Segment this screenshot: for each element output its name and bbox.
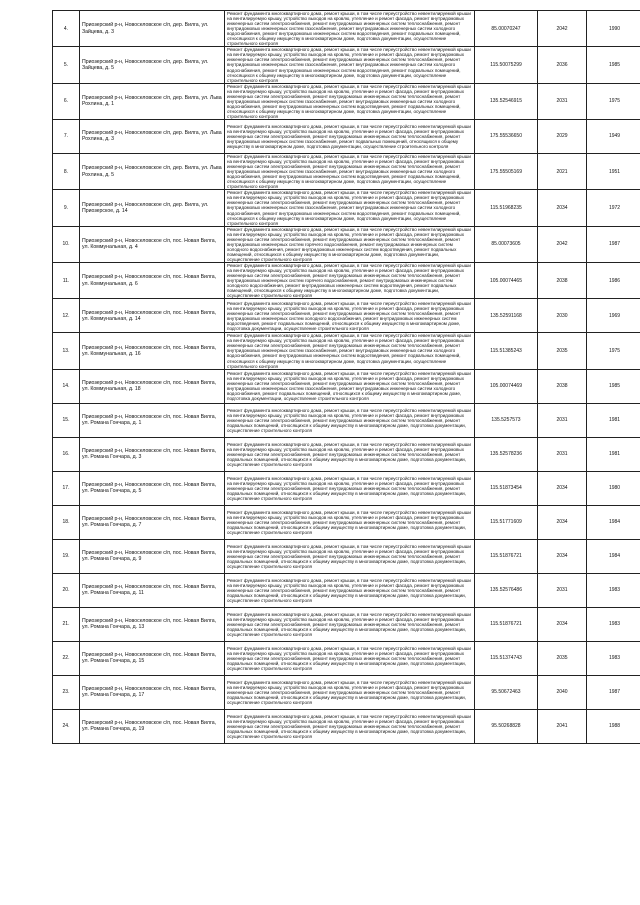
build-year-cell: 1983: [587, 607, 640, 641]
planned-year-cell: 2038: [538, 369, 587, 403]
address-cell: Приозерский р-н, Новоселовское с/п, пос. Новая Вилга, ул. Коммунальная, д. 4: [80, 226, 225, 262]
build-year-cell: 1984: [587, 539, 640, 573]
address-cell: Приозерский р-н, Новоселовское с/п, пос. Новая Вилга, ул. Романа Гончара, д. 1: [80, 403, 225, 437]
table-row: [53, 675, 640, 709]
address-cell: Приозерский р-н, Новоселовское с/п, пос. Новая Вилга, ул. Коммунальная, д. 14: [80, 299, 225, 333]
build-year-cell: 1975: [587, 83, 640, 119]
work-description-cell: Ремонт фундамента многоквартирного дома, ремонт крыши, в том числе переустройство невентилируемой крыши на вентилируемую крышу, устройство выходов на кровлю, утепление и ремонт фасада, ремонт внутридомовых инженерных систем электроснабжения, ремонт внутридомовых инженерных систем теплоснабжения, ремонт подвальных помещений, относящихся к общему имуществу в многоквартирном доме, подготовка документации, осуществление строительного контроля: [225, 403, 475, 437]
work-description-cell: Ремонт фундамента многоквартирного дома, ремонт крыши, в том числе переустройство невентилируемой крыши на вентилируемую крышу, устройство выходов на кровлю, утепление и ремонт фасада, ремонт внутридомовых инженерных систем электроснабжения, ремонт внутридомовых инженерных систем теплоснабжения, ремонт подвальных помещений, относящихся к общему имуществу в многоквартирном доме, подготовка документации, осуществление строительного контроля: [225, 471, 475, 505]
cost-cell: 115.51968235: [475, 190, 538, 226]
address-cell: Приозерский р-н, Новоселовское с/п, пос. Новая Вилга, ул. Коммунальная, д. 6: [80, 262, 225, 298]
work-description-cell: Ремонт фундамента многоквартирного дома, ремонт крыши, в том числе переустройство невентилируемой крыши на вентилируемую крышу, устройство выходов на кровлю, утепление и ремонт фасада, ремонт внутридомовых инженерных систем электроснабжения, ремонт внутридомовых инженерных систем теплоснабжения, ремонт внутридомовых инженерных систем газоснабжения, ремонт подвальных помещений, относящихся к общему имуществу в многоквартирном доме, подготовка документации, осуществление строительного контроля: [225, 119, 475, 153]
row-number-cell: 19.: [53, 539, 80, 573]
table-row: [53, 709, 640, 743]
table-row: [53, 403, 640, 437]
cost-cell: 135.52578236: [475, 437, 538, 471]
planned-year-cell: 2034: [538, 471, 587, 505]
planned-year-cell: 2029: [538, 119, 587, 153]
table-row: [53, 641, 640, 675]
table-row: [53, 299, 640, 333]
planned-year-cell: 2036: [538, 47, 587, 83]
table-body: [53, 11, 640, 744]
work-description-cell: Ремонт фундамента многоквартирного дома, ремонт крыши, в том числе переустройство невентилируемой крыши на вентилируемую крышу, устройство выходов на кровлю, утепление и ремонт фасада, ремонт внутридомовых инженерных систем электроснабжения, ремонт внутридомовых инженерных систем теплоснабжения, ремонт подвальных помещений, относящихся к общему имуществу в многоквартирном доме, подготовка документации, осуществление строительного контроля: [225, 573, 475, 607]
address-cell: Приозерский р-н, Новоселовское с/п, дер. Вилга, ул. Льва Рохлина, д. 5: [80, 153, 225, 189]
address-cell: Приозерский р-н, Новоселовское с/п, пос. Новая Вилга, ул. Коммунальная, д. 16: [80, 333, 225, 369]
table-row: [53, 333, 640, 369]
address-cell: Приозерский р-н, Новоселовское с/п, пос. Новая Вилга, ул. Романа Гончара, д. 5: [80, 471, 225, 505]
planned-year-cell: 2031: [538, 437, 587, 471]
build-year-cell: 1980: [587, 471, 640, 505]
work-description-cell: Ремонт фундамента многоквартирного дома, ремонт крыши, в том числе переустройство невентилируемой крыши на вентилируемую крышу, устройство выходов на кровлю, утепление и ремонт фасада, ремонт внутридомовых инженерных систем электроснабжения, ремонт внутридомовых инженерных систем теплоснабжения, ремонт внутридомовых инженерных систем газоснабжения, ремонт внутридомовых инженерных систем холодного водоснабжения, ремонт внутридомовых инженерных систем водоотведения, ремонт подвальных помещений, относящихся к общему имуществу в многоквартирном доме, подготовка документации, осуществление строительного контроля: [225, 11, 475, 47]
address-cell: Приозерский р-н, Новоселовское с/п, пос. Новая Вилга, ул. Коммунальная, д. 18: [80, 369, 225, 403]
build-year-cell: 1969: [587, 299, 640, 333]
table-row: [53, 190, 640, 226]
row-number-cell: 24.: [53, 709, 80, 743]
cost-cell: 115.51873454: [475, 471, 538, 505]
planned-year-cell: 2034: [538, 539, 587, 573]
cost-cell: 115.50075299: [475, 47, 538, 83]
build-year-cell: 1987: [587, 226, 640, 262]
address-cell: Приозерский р-н, Новоселовское с/п, дер. Вилга, ул. Зайцева, д. 5: [80, 47, 225, 83]
address-cell: Приозерский р-н, Новоселовское с/п, пос. Новая Вилга, ул. Романа Гончара, д. 9: [80, 539, 225, 573]
planned-year-cell: 2042: [538, 11, 587, 47]
cost-cell: 135.5257573: [475, 403, 538, 437]
build-year-cell: 1990: [587, 11, 640, 47]
build-year-cell: 1949: [587, 119, 640, 153]
table-row: [53, 607, 640, 641]
cost-cell: 135.52576486: [475, 573, 538, 607]
address-cell: Приозерский р-н, Новоселовское с/п, дер. Вилга, ул. Приозерское, д. 14: [80, 190, 225, 226]
cost-cell: 95.50672463: [475, 675, 538, 709]
row-number-cell: 13.: [53, 333, 80, 369]
planned-year-cell: 2034: [538, 505, 587, 539]
cost-cell: 135.52591168: [475, 299, 538, 333]
cost-cell: 115.51876721: [475, 607, 538, 641]
planned-year-cell: 2031: [538, 573, 587, 607]
cost-cell: 85.00070247: [475, 11, 538, 47]
planned-year-cell: 2034: [538, 190, 587, 226]
table-row: [53, 262, 640, 298]
build-year-cell: 1981: [587, 437, 640, 471]
build-year-cell: 1983: [587, 573, 640, 607]
row-number-cell: 20.: [53, 573, 80, 607]
row-number-cell: 11.: [53, 262, 80, 298]
address-cell: Приозерский р-н, Новоселовское с/п, пос. Новая Вилга, ул. Романа Гончара, д. 15: [80, 641, 225, 675]
row-number-cell: 23.: [53, 675, 80, 709]
work-description-cell: Ремонт фундамента многоквартирного дома, ремонт крыши, в том числе переустройство невентилируемой крыши на вентилируемую крышу, устройство выходов на кровлю, утепление и ремонт фасада, ремонт внутридомовых инженерных систем электроснабжения, ремонт внутридомовых инженерных систем теплоснабжения, ремонт подвальных помещений, относящихся к общему имуществу в многоквартирном доме, подготовка документации, осуществление строительного контроля: [225, 539, 475, 573]
planned-year-cell: 2031: [538, 83, 587, 119]
table-row: [53, 573, 640, 607]
build-year-cell: 1981: [587, 403, 640, 437]
row-number-cell: 10.: [53, 226, 80, 262]
capital-repair-table: [52, 10, 640, 744]
planned-year-cell: 2035: [538, 641, 587, 675]
work-description-cell: Ремонт фундамента многоквартирного дома, ремонт крыши, в том числе переустройство невентилируемой крыши на вентилируемую крышу, устройство выходов на кровлю, утепление и ремонт фасада, ремонт внутридомовых инженерных систем электроснабжения, ремонт внутридомовых инженерных систем теплоснабжения, ремонт внутридомовых инженерных систем газоснабжения, ремонт внутридомовых инженерных систем холодного водоснабжения, ремонт внутридомовых инженерных систем водоотведения, ремонт подвальных помещений, относящихся к общему имуществу в многоквартирном доме, подготовка документации, осуществление строительного контроля: [225, 153, 475, 189]
row-number-cell: 4.: [53, 11, 80, 47]
address-cell: Приозерский р-н, Новоселовское с/п, дер. Вилга, ул. Льва Рохлина, д. 1: [80, 83, 225, 119]
row-number-cell: 8.: [53, 153, 80, 189]
row-number-cell: 12.: [53, 299, 80, 333]
cost-cell: 175.55505169: [475, 153, 538, 189]
planned-year-cell: 2031: [538, 403, 587, 437]
row-number-cell: 18.: [53, 505, 80, 539]
planned-year-cell: 2042: [538, 226, 587, 262]
work-description-cell: Ремонт фундамента многоквартирного дома, ремонт крыши, в том числе переустройство невентилируемой крыши на вентилируемую крышу, устройство выходов на кровлю, утепление и ремонт фасада, ремонт внутридомовых инженерных систем электроснабжения, ремонт внутридомовых инженерных систем теплоснабжения, ремонт внутридомовых инженерных систем газоснабжения, ремонт внутридомовых инженерных систем холодного водоснабжения, ремонт внутридомовых инженерных систем водоотведения, ремонт подвальных помещений, относящихся к общему имуществу в многоквартирном доме, подготовка документации, осуществление строительного контроля: [225, 83, 475, 119]
table-row: [53, 369, 640, 403]
address-cell: Приозерский р-н, Новоселовское с/п, пос. Новая Вилга, ул. Романа Гончара, д. 13: [80, 607, 225, 641]
table-row: [53, 226, 640, 262]
table-row: [53, 83, 640, 119]
build-year-cell: 1972: [587, 190, 640, 226]
table-row: [53, 471, 640, 505]
table-row: [53, 11, 640, 47]
table-row: [53, 505, 640, 539]
work-description-cell: Ремонт фундамента многоквартирного дома, ремонт крыши, в том числе переустройство невентилируемой крыши на вентилируемую крышу, устройство выходов на кровлю, утепление и ремонт фасада, ремонт внутридомовых инженерных систем электроснабжения, ремонт внутридомовых инженерных систем теплоснабжения, ремонт внутридомовых инженерных систем горячего водоснабжения, ремонт внутридомовых инженерных систем холодного водоснабжения, ремонт внутридомовых инженерных систем водоотведения, ремонт подвальных помещений, относящихся к общему имуществу в многоквартирном доме, подготовка документации, осуществление строительного контроля: [225, 226, 475, 262]
cost-cell: 115.51385243: [475, 333, 538, 369]
build-year-cell: 1983: [587, 641, 640, 675]
work-description-cell: Ремонт фундамента многоквартирного дома, ремонт крыши, в том числе переустройство невентилируемой крыши на вентилируемую крышу, устройство выходов на кровлю, утепление и ремонт фасада, ремонт внутридомовых инженерных систем электроснабжения, ремонт внутридомовых инженерных систем теплоснабжения, ремонт подвальных помещений, относящихся к общему имуществу в многоквартирном доме, подготовка документации, осуществление строительного контроля: [225, 675, 475, 709]
work-description-cell: Ремонт фундамента многоквартирного дома, ремонт крыши, в том числе переустройство невентилируемой крыши на вентилируемую крышу, устройство выходов на кровлю, утепление и ремонт фасада, ремонт внутридомовых инженерных систем электроснабжения, ремонт внутридомовых инженерных систем теплоснабжения, ремонт внутридомовых инженерных систем холодного водоснабжения, ремонт внутридомовых инженерных систем водоотведения, ремонт подвальных помещений, относящихся к общему имуществу в многоквартирном доме, подготовка документации, осуществление строительного контроля: [225, 299, 475, 333]
cost-cell: 115.51876721: [475, 539, 538, 573]
document-page: [52, 10, 621, 744]
address-cell: Приозерский р-н, Новоселовское с/п, пос. Новая Вилга, ул. Романа Гончара, д. 19: [80, 709, 225, 743]
work-description-cell: Ремонт фундамента многоквартирного дома, ремонт крыши, в том числе переустройство невентилируемой крыши на вентилируемую крышу, устройство выходов на кровлю, утепление и ремонт фасада, ремонт внутридомовых инженерных систем электроснабжения, ремонт внутридомовых инженерных систем теплоснабжения, ремонт подвальных помещений, относящихся к общему имуществу в многоквартирном доме, подготовка документации, осуществление строительного контроля: [225, 505, 475, 539]
table-row: [53, 539, 640, 573]
work-description-cell: Ремонт фундамента многоквартирного дома, ремонт крыши, в том числе переустройство невентилируемой крыши на вентилируемую крышу, устройство выходов на кровлю, утепление и ремонт фасада, ремонт внутридомовых инженерных систем электроснабжения, ремонт внутридомовых инженерных систем теплоснабжения, ремонт внутридомовых инженерных систем газоснабжения, ремонт внутридомовых инженерных систем холодного водоснабжения, ремонт подвальных помещений, относящихся к общему имуществу в многоквартирном доме, подготовка документации, осуществление строительного контроля: [225, 369, 475, 403]
build-year-cell: 1987: [587, 675, 640, 709]
cost-cell: 105.00074465: [475, 262, 538, 298]
work-description-cell: Ремонт фундамента многоквартирного дома, ремонт крыши, в том числе переустройство невентилируемой крыши на вентилируемую крышу, устройство выходов на кровлю, утепление и ремонт фасада, ремонт внутридомовых инженерных систем электроснабжения, ремонт внутридомовых инженерных систем теплоснабжения, ремонт подвальных помещений, относящихся к общему имуществу в многоквартирном доме, подготовка документации, осуществление строительного контроля: [225, 709, 475, 743]
planned-year-cell: 2041: [538, 709, 587, 743]
address-cell: Приозерский р-н, Новоселовское с/п, пос. Новая Вилга, ул. Романа Гончара, д. 3: [80, 437, 225, 471]
address-cell: Приозерский р-н, Новоселовское с/п, дер. Вилга, ул. Льва Рохлина, д. 3: [80, 119, 225, 153]
build-year-cell: 1988: [587, 709, 640, 743]
table-row: [53, 47, 640, 83]
planned-year-cell: 2040: [538, 675, 587, 709]
address-cell: Приозерский р-н, Новоселовское с/п, пос. Новая Вилга, ул. Романа Гончара, д. 11: [80, 573, 225, 607]
cost-cell: 135.52546915: [475, 83, 538, 119]
planned-year-cell: 2035: [538, 333, 587, 369]
work-description-cell: Ремонт фундамента многоквартирного дома, ремонт крыши, в том числе переустройство невентилируемой крыши на вентилируемую крышу, устройство выходов на кровлю, утепление и ремонт фасада, ремонт внутридомовых инженерных систем электроснабжения, ремонт внутридомовых инженерных систем теплоснабжения, ремонт внутридомовых инженерных систем горячего водоснабжения, ремонт внутридомовых инженерных систем холодного водоснабжения, ремонт внутридомовых инженерных систем водоотведения, ремонт подвальных помещений, относящихся к общему имуществу в многоквартирном доме, подготовка документации, осуществление строительного контроля: [225, 262, 475, 298]
planned-year-cell: 2038: [538, 262, 587, 298]
cost-cell: 85.00073605: [475, 226, 538, 262]
work-description-cell: Ремонт фундамента многоквартирного дома, ремонт крыши, в том числе переустройство невентилируемой крыши на вентилируемую крышу, устройство выходов на кровлю, утепление и ремонт фасада, ремонт внутридомовых инженерных систем электроснабжения, ремонт внутридомовых инженерных систем теплоснабжения, ремонт внутридомовых инженерных систем газоснабжения, ремонт внутридомовых инженерных систем холодного водоснабжения, ремонт внутридомовых инженерных систем водоотведения, ремонт подвальных помещений, относящихся к общему имуществу в многоквартирном доме, подготовка документации, осуществление строительного контроля: [225, 190, 475, 226]
row-number-cell: 5.: [53, 47, 80, 83]
row-number-cell: 15.: [53, 403, 80, 437]
row-number-cell: 16.: [53, 437, 80, 471]
cost-cell: 175.55536650: [475, 119, 538, 153]
planned-year-cell: 2030: [538, 299, 587, 333]
table-row: [53, 437, 640, 471]
work-description-cell: Ремонт фундамента многоквартирного дома, ремонт крыши, в том числе переустройство невентилируемой крыши на вентилируемую крышу, устройство выходов на кровлю, утепление и ремонт фасада, ремонт внутридомовых инженерных систем электроснабжения, ремонт внутридомовых инженерных систем теплоснабжения, ремонт внутридомовых инженерных систем газоснабжения, ремонт внутридомовых инженерных систем холодного водоснабжения, ремонт внутридомовых инженерных систем водоотведения, ремонт подвальных помещений, относящихся к общему имуществу в многоквартирном доме, подготовка документации, осуществление строительного контроля: [225, 333, 475, 369]
row-number-cell: 7.: [53, 119, 80, 153]
work-description-cell: Ремонт фундамента многоквартирного дома, ремонт крыши, в том числе переустройство невентилируемой крыши на вентилируемую крышу, устройство выходов на кровлю, утепление и ремонт фасада, ремонт внутридомовых инженерных систем электроснабжения, ремонт внутридомовых инженерных систем теплоснабжения, ремонт подвальных помещений, относящихся к общему имуществу в многоквартирном доме, подготовка документации, осуществление строительного контроля: [225, 641, 475, 675]
build-year-cell: 1985: [587, 47, 640, 83]
row-number-cell: 6.: [53, 83, 80, 119]
build-year-cell: 1975: [587, 333, 640, 369]
cost-cell: 95.50268828: [475, 709, 538, 743]
planned-year-cell: 2034: [538, 607, 587, 641]
planned-year-cell: 2021: [538, 153, 587, 189]
address-cell: Приозерский р-н, Новоселовское с/п, дер. Вилга, ул. Зайцева, д. 3: [80, 11, 225, 47]
build-year-cell: 1951: [587, 153, 640, 189]
build-year-cell: 1986: [587, 262, 640, 298]
work-description-cell: Ремонт фундамента многоквартирного дома, ремонт крыши, в том числе переустройство невентилируемой крыши на вентилируемую крышу, устройство выходов на кровлю, утепление и ремонт фасада, ремонт внутридомовых инженерных систем электроснабжения, ремонт внутридомовых инженерных систем теплоснабжения, ремонт внутридомовых инженерных систем газоснабжения, ремонт внутридомовых инженерных систем холодного водоснабжения, ремонт внутридомовых инженерных систем водоотведения, ремонт подвальных помещений, относящихся к общему имуществу в многоквартирном доме, подготовка документации, осуществление строительного контроля: [225, 47, 475, 83]
row-number-cell: 14.: [53, 369, 80, 403]
row-number-cell: 17.: [53, 471, 80, 505]
address-cell: Приозерский р-н, Новоселовское с/п, пос. Новая Вилга, ул. Романа Гончара, д. 17: [80, 675, 225, 709]
row-number-cell: 21.: [53, 607, 80, 641]
cost-cell: 105.00074469: [475, 369, 538, 403]
build-year-cell: 1985: [587, 369, 640, 403]
row-number-cell: 9.: [53, 190, 80, 226]
table-row: [53, 153, 640, 189]
cost-cell: 115.51771609: [475, 505, 538, 539]
address-cell: Приозерский р-н, Новоселовское с/п, пос. Новая Вилга, ул. Романа Гончара, д. 7: [80, 505, 225, 539]
row-number-cell: 22.: [53, 641, 80, 675]
work-description-cell: Ремонт фундамента многоквартирного дома, ремонт крыши, в том числе переустройство невентилируемой крыши на вентилируемую крышу, устройство выходов на кровлю, утепление и ремонт фасада, ремонт внутридомовых инженерных систем электроснабжения, ремонт внутридомовых инженерных систем теплоснабжения, ремонт подвальных помещений, относящихся к общему имуществу в многоквартирном доме, подготовка документации, осуществление строительного контроля: [225, 607, 475, 641]
cost-cell: 115.51374743: [475, 641, 538, 675]
work-description-cell: Ремонт фундамента многоквартирного дома, ремонт крыши, в том числе переустройство невентилируемой крыши на вентилируемую крышу, устройство выходов на кровлю, утепление и ремонт фасада, ремонт внутридомовых инженерных систем электроснабжения, ремонт внутридомовых инженерных систем теплоснабжения, ремонт подвальных помещений, относящихся к общему имуществу в многоквартирном доме, подготовка документации, осуществление строительного контроля: [225, 437, 475, 471]
table-row: [53, 119, 640, 153]
build-year-cell: 1984: [587, 505, 640, 539]
